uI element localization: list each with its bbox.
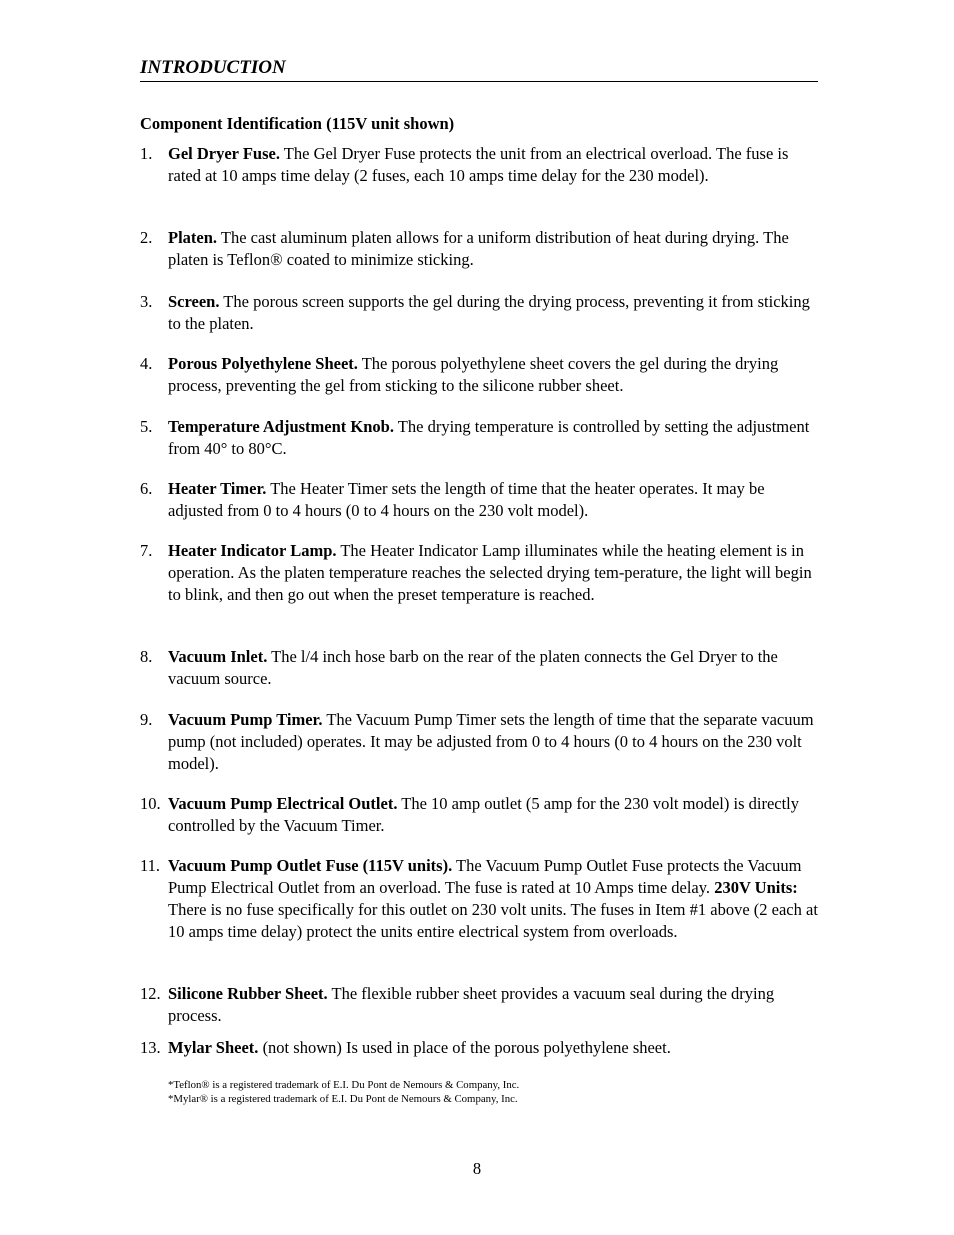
list-item <box>140 143 820 187</box>
item-text: The porous polyethylene sheet covers the gel during the drying process, preventing the gel from sticking to the silicone rubber sheet. <box>168 354 779 395</box>
item-number: 5. <box>140 417 153 436</box>
item-text: The Heater Indicator Lamp illuminates while the heating element is in operation. As the platen temperature reaches the selected drying tem-perature, the light will begin to blink, and then go out when the preset temperature is reached. <box>168 541 812 604</box>
item-term: Vacuum Pump Outlet Fuse (115V units). <box>168 856 453 875</box>
item-text: The Vacuum Pump Outlet Fuse protects the Vacuum Pump Electrical Outlet from an overload. The fuse is rated at 10 Amps time delay. <box>168 856 802 897</box>
item-term: Vacuum Inlet. <box>168 647 268 666</box>
item-text: The flexible rubber sheet provides a vacuum seal during the drying process. <box>168 984 775 1025</box>
item-term-secondary: 230V Units: <box>714 878 798 897</box>
page-number: 8 <box>472 1159 482 1178</box>
item-term: Heater Timer. <box>168 479 267 498</box>
item-text: The Gel Dryer Fuse protects the unit from an electrical overload. The fuse is rated at 10 amps time delay (2 fuses, each 10 amps time delay for the 230 model). <box>168 144 789 185</box>
list-item <box>140 227 820 271</box>
item-number: 1. <box>140 144 153 163</box>
item-term: Screen. <box>168 292 220 311</box>
list-item <box>140 709 820 775</box>
item-text: The l/4 inch hose barb on the rear of the platen connects the Gel Dryer to the vacuum source. <box>168 647 778 688</box>
item-text-secondary: There is no fuse specifically for this outlet on 230 volt units. The fuses in Item #1 above (2 each at 10 amps time delay) protect the units entire electrical system from overloads. <box>168 900 818 941</box>
item-number: 11. <box>140 856 161 875</box>
footnote-teflon: *Teflon® is a registered trademark of E.I. Du Pont de Nemours & Company, Inc. <box>168 1079 520 1091</box>
list-item <box>140 353 820 397</box>
item-text: (not shown) Is used in place of the porous polyethylene sheet. <box>258 1038 671 1057</box>
list-item <box>140 793 820 837</box>
item-number: 13. <box>140 1038 161 1057</box>
section-title: INTRODUCTION <box>140 57 286 78</box>
list-item <box>140 416 820 460</box>
item-number: 6. <box>140 479 153 498</box>
list-item <box>140 646 820 690</box>
item-term: Platen. <box>168 228 218 247</box>
item-term: Vacuum Pump Electrical Outlet. <box>168 794 398 813</box>
item-term: Silicone Rubber Sheet. <box>168 984 328 1003</box>
item-number: 4. <box>140 354 153 373</box>
item-term: Mylar Sheet. <box>168 1038 259 1057</box>
item-text: The cast aluminum platen allows for a uniform distribution of heat during drying. The platen is Teflon® coated to minimize sticking. <box>168 228 789 269</box>
item-number: 8. <box>140 647 153 666</box>
item-text: The Vacuum Pump Timer sets the length of time that the separate vacuum pump (not included) operates. It may be adjusted from 0 to 4 hours (0 to 4 hours on the 230 volt model). <box>168 710 814 773</box>
list-item <box>140 855 820 943</box>
item-number: 7. <box>140 541 153 560</box>
item-text: The drying temperature is controlled by setting the adjustment from 40° to 80°C. <box>168 417 810 458</box>
list-item <box>140 983 820 1027</box>
item-number: 3. <box>140 292 153 311</box>
item-text: The porous screen supports the gel during the drying process, preventing it from sticking to the platen. <box>168 292 810 333</box>
item-number: 12. <box>140 984 161 1003</box>
list-item <box>140 291 820 335</box>
item-term: Heater Indicator Lamp. <box>168 541 337 560</box>
item-number: 9. <box>140 710 153 729</box>
item-term: Temperature Adjustment Knob. <box>168 417 394 436</box>
footnotes <box>168 1078 519 1106</box>
footnote-mylar: *Mylar® is a registered trademark of E.I. Du Pont de Nemours & Company, Inc. <box>168 1093 518 1105</box>
item-term: Porous Polyethylene Sheet. <box>168 354 358 373</box>
item-term: Gel Dryer Fuse. <box>168 144 280 163</box>
item-term: Vacuum Pump Timer. <box>168 710 323 729</box>
item-text: The Heater Timer sets the length of time that the heater operates. It may be adjusted from 0 to 4 hours (0 to 4 hours on the 230 volt model). <box>168 479 765 520</box>
list-item <box>140 1037 820 1059</box>
list-item <box>140 478 820 522</box>
page-header <box>140 57 818 82</box>
item-text: The 10 amp outlet (5 amp for the 230 volt model) is directly controlled by the Vacuum Timer. <box>168 794 800 835</box>
item-number: 2. <box>140 228 153 247</box>
item-number: 10. <box>140 794 161 813</box>
list-item <box>140 540 820 606</box>
subheading: Component Identification (115V unit shown) <box>140 114 455 133</box>
